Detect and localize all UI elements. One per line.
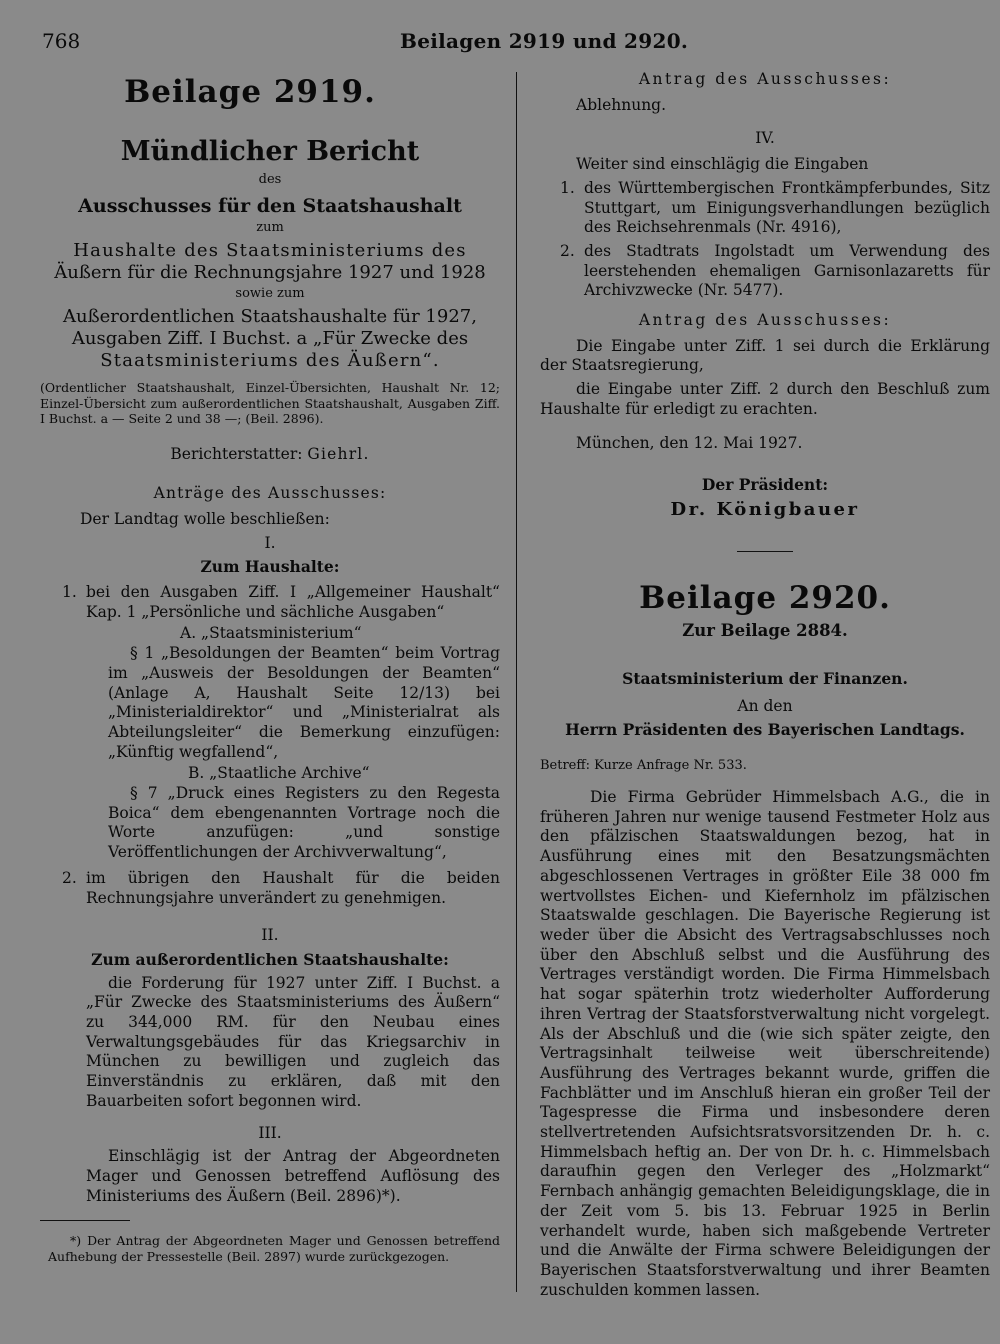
reporter-label: Berichterstatter:	[170, 444, 303, 463]
praesident-label: Der Präsident:	[701, 475, 829, 495]
addressee: Herrn Präsidenten des Bayerischen Landtags.	[565, 720, 965, 740]
eingabe-2-number: 2.	[560, 241, 575, 260]
paragraph-3: Einschlägig ist der Antrag der Abgeordneten Mager und Genossen betreffend Auflösung des Ministeriums des Äußern (Beil. 2896)*).	[86, 1147, 500, 1205]
subject-line-4: Ausgaben Ziff. I Buchst. a „Für Zwecke des	[71, 328, 469, 349]
zur-beilage: Zur Beilage 2884.	[682, 620, 848, 640]
item-2-text: im übrigen den Haushalt für die beiden Rechnungsjahre unverändert zu genehmigen.	[86, 868, 500, 907]
paragraph-7: § 7 „Druck eines Registers zu den Regesta Boica“ dem ebengenannten Vortrage noch die Worte anzufügen: „und sonstige Veröffentlichungen der Archivverwaltung“,	[108, 784, 500, 862]
subsection-b: B. „Staatliche Archive“	[188, 764, 370, 783]
footnote-rule	[40, 1220, 130, 1221]
running-title: Beilagen 2919 und 2920.	[400, 29, 689, 53]
item-1-text: bei den Ausgaben Ziff. I „Allgemeiner Haushalt“ Kap. 1 „Persönliche und sächliche Ausgaben“	[86, 583, 500, 621]
ministerium: Staatsministerium der Finanzen.	[622, 668, 908, 688]
item-1-number: 1.	[62, 583, 77, 602]
section-roman-1: I.	[264, 533, 276, 552]
reference-note: (Ordentlicher Staatshaushalt, Einzel-Übersichten, Haushalt Nr. 12; Einzel-Übersicht zum außerordentlichen Staatshaushalt, Ausgaben Ziff. I Buchst. a — Seite 2 und 38 —; (Beil. 2896).	[40, 380, 500, 426]
landtag-resolution: Der Landtag wolle beschließen:	[80, 509, 330, 528]
subject-line-3: Außerordentlichen Staatshaushalte für 1927,	[63, 306, 477, 327]
zum-label: zum	[256, 220, 284, 235]
subject-line-1: Haushalte des Staatsministeriums des	[73, 240, 467, 261]
antrag-heading-2: Antrag des Ausschusses:	[638, 311, 892, 330]
eingabe-1-number: 1.	[560, 178, 575, 197]
eingabe-1-decision: Die Eingabe unter Ziff. 1 sei durch die Erklärung der Staatsregierung,	[540, 336, 990, 375]
letter-body: Die Firma Gebrüder Himmelsbach A.G., die in früheren Jahren nur wenige tausend Festmeter Holz aus den pfälzischen Staatswaldungen bezog, hat in Ausführung eines mit den Besatzungsmächten abgeschlossenen Vertrages in größter Eile 38 000 fm wertvollstes Eichen- und Kiefernholz im pfälzischen Staatswalde geschlagen. Die Bayerische Regierung ist weder über die Absicht des Vertragsabschlusses noch über den Abschluß selbst und die Ausführung des Vertrages verständigt worden. Die Firma Himmelsbach hat sogar späterhin trotz wiederholter Aufforderung ihren Vertrag der Staatsforstverwaltung nicht vorgelegt. Als der Abschluß und die (wie sich später zeigte, den Vertragsinhalt teilweise weit überschreitende) Ausführung des Vertrages bekannt wurde, griffen die Fachblätter und im Anschluß hieran ein großer Teil der Tagespresse die Firma und insbesondere deren stellvertretenden Aufsichtsratsvorsitzenden Dr. h. c. Himmelsbach heftig an. Der von Dr. h. c. Himmelsbach daraufhin gegen den Verleger des „Holzmarkt“ Fernbach anhängig gemachten Beleidigungsklage, die in der Zeit vom 5. bis 13. Februar 1925 in Berlin verhandelt wurde, haben sich maßgebende Vertreter und die Anwälte der Firma schwere Beleidigungen der Bayerischen Staatsforstverwaltung und ihrer Beamten zuschulden kommen lassen.	[540, 788, 990, 1299]
antrag-heading-1: Antrag des Ausschusses:	[638, 70, 892, 88]
subsection-a: A. „Staatsministerium“	[180, 624, 362, 643]
date-line: München, den 12. Mai 1927.	[576, 433, 803, 452]
beilage-2919-title: Beilage 2919.	[124, 74, 376, 110]
ablehnung: Ablehnung.	[576, 95, 667, 114]
eingabe-2	[560, 242, 990, 301]
sowie-label: sowie zum	[235, 286, 305, 301]
eingabe-1-text: des Württembergischen Frontkämpferbundes, Sitz Stuttgart, um Einigungsverhandlungen bezüglich des Reichsehrenmals (Nr. 4916),	[584, 178, 990, 237]
section-roman-4: IV.	[755, 129, 775, 148]
report-title: Mündlicher Bericht	[120, 136, 420, 167]
reporter-line	[40, 445, 500, 465]
zum-haushalte-heading: Zum Haushalte:	[200, 557, 340, 577]
an-den: An den	[737, 696, 793, 715]
footnote: *) Der Antrag der Abgeordneten Mager und Genossen betreffend Aufhebung der Pressestelle (Beil. 2897) wurde zurückgezogen.	[48, 1233, 500, 1264]
paragraph-ao: die Forderung für 1927 unter Ziff. I Buchst. a „Für Zwecke des Staatsministeriums des Äußern“ zu 344,000 RM. für den Neubau eines Verwaltungsgebäudes für das Kriegsarchiv in München zu bewilligen und zugleich das Einverständnis zu erklären, daß mit den Bauarbeiten sofort begonnen wird.	[86, 973, 500, 1110]
des-label: des	[258, 172, 282, 187]
item-2	[62, 869, 500, 908]
eingabe-2-text: des Stadtrats Ingolstadt um Verwendung des leerstehenden ehemaligen Garnisonlazaretts für Archivzwecke (Nr. 5477).	[584, 241, 990, 300]
right-column	[540, 66, 990, 1300]
subject-line-5: Staatsministeriums des Äußern“.	[100, 350, 440, 371]
column-divider	[516, 72, 517, 1292]
item-2-number: 2.	[62, 868, 77, 887]
reporter-name: Giehrl.	[307, 444, 370, 463]
zum-ao-heading: Zum außerordentlichen Staatshaushalte:	[91, 949, 449, 969]
beilage-2920-title: Beilage 2920.	[639, 579, 891, 616]
committee-name: Ausschusses für den Staatshaushalt	[78, 195, 462, 217]
paragraph-1: § 1 „Besoldungen der Beamten“ beim Vortrag im „Ausweis der Besoldungen der Beamten“ (Anlage A, Haushalt Seite 12/13) bei „Ministerialdirektor“ und „Ministerialrat als Abteilungsleiter“ die Bemerkung einzufügen: „Künftig wegfallend“,	[108, 644, 500, 761]
subject-line-2: Äußern für die Rechnungsjahre 1927 und 1928	[54, 262, 486, 283]
eingabe-2-decision: die Eingabe unter Ziff. 2 durch den Beschluß zum Haushalte für erledigt zu erachten.	[540, 380, 990, 418]
item-1	[62, 583, 500, 622]
page-number: 768	[42, 29, 81, 53]
motions-heading: Anträge des Ausschusses:	[153, 484, 387, 503]
left-column	[40, 66, 500, 1264]
weiter-line: Weiter sind einschlägig die Eingaben	[576, 155, 869, 174]
eingabe-1	[560, 179, 990, 238]
section-roman-3: III.	[258, 1123, 282, 1142]
separator-rule	[737, 551, 793, 552]
section-roman-2: II.	[261, 926, 279, 945]
page-header	[0, 0, 1000, 60]
praesident-name: Dr. Königbauer	[670, 498, 860, 520]
betreff: Betreff: Kurze Anfrage Nr. 533.	[540, 758, 747, 774]
